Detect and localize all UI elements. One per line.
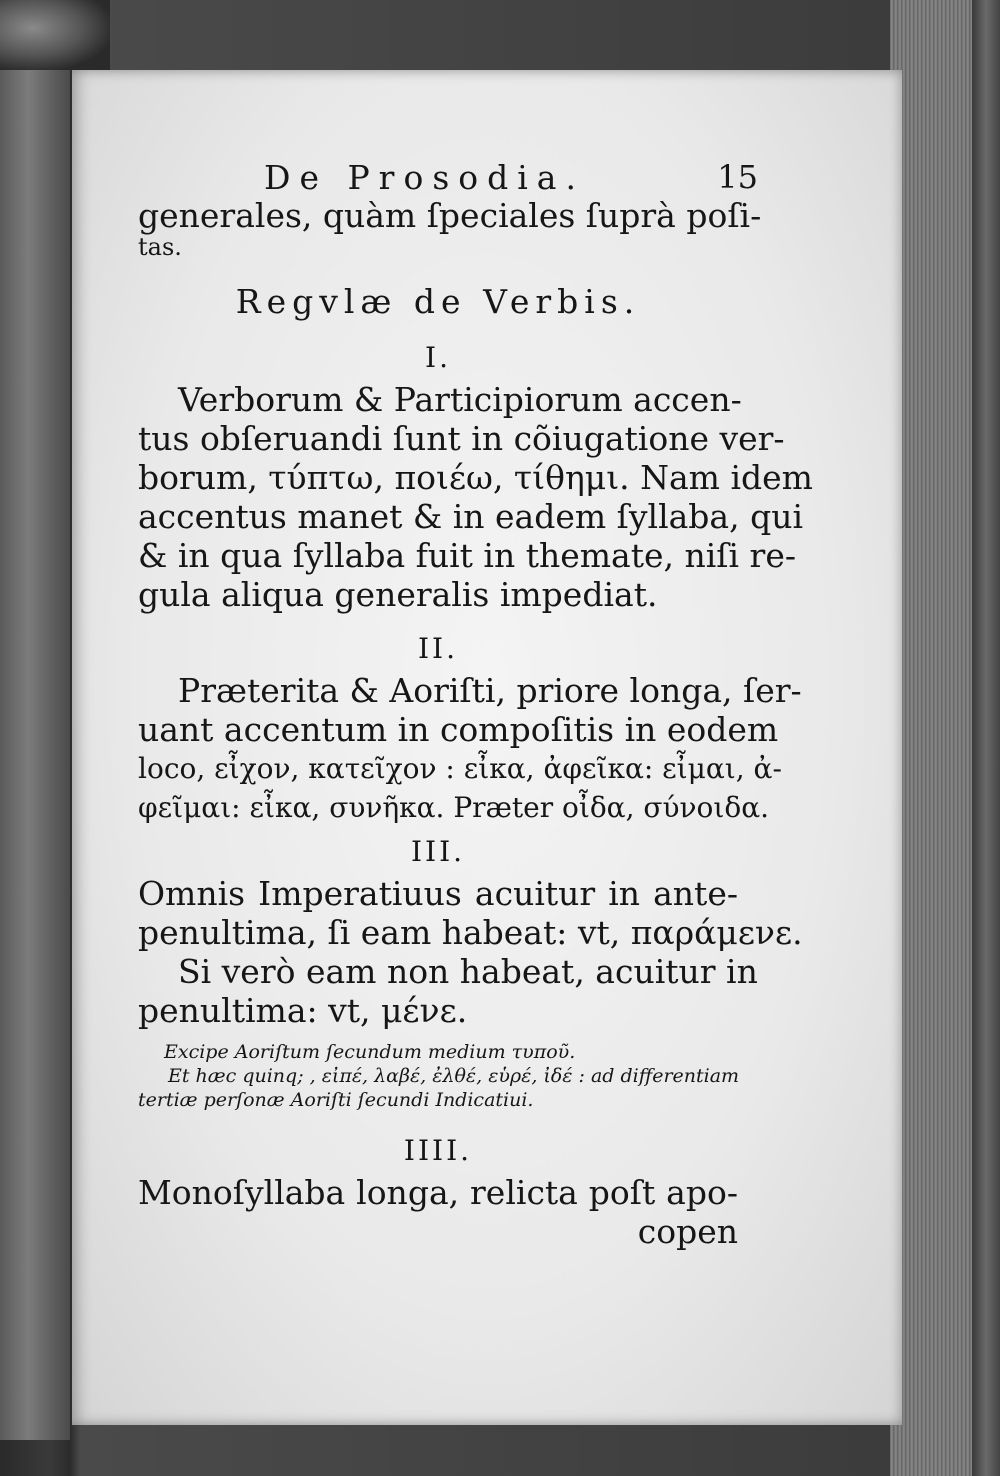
text-line: Si verò eam non habeat, acuitur in: [178, 952, 758, 991]
text-line: penultima, ſi eam habeat: vt, παράμενε.: [138, 913, 803, 952]
rule-numeral: IIII.: [403, 1134, 473, 1167]
text-line: gula aliqua generalis impediat.: [138, 575, 658, 614]
page-number: 15: [717, 158, 758, 196]
text-line: penultima: vt, μένε.: [138, 991, 468, 1030]
note-block: [138, 1040, 738, 1112]
text-line: φεῖμαι: εἶκα, συνῆκα. Præter οἶδα, σύνοιδα.: [138, 791, 770, 824]
running-title: De Prosodia.: [264, 158, 585, 197]
text-line: accentus manet & in eadem ſyllaba, qui: [138, 497, 804, 536]
rule-paragraph: [138, 874, 803, 1030]
rule-numeral: III.: [410, 835, 466, 868]
note-line: Excipe Aoriſtum ſecundum medium τυποῦ.: [164, 1041, 576, 1063]
text-line: loco, εἶχον, κατεῖχον : εἶκα, ἀφεῖκα: εἶμαι, ἀ-: [138, 752, 782, 785]
text-line: Monoſyllaba longa, relicta poſt apo-: [138, 1173, 738, 1212]
rule-numeral: II.: [417, 632, 459, 665]
page-text: [138, 148, 813, 1251]
text-line: Omnis Imperatiuus acuitur in ante-: [138, 874, 738, 913]
text-line: copen: [637, 1212, 738, 1251]
intro-paragraph: [138, 196, 762, 261]
rule-paragraph: [138, 671, 802, 827]
note-line: tertiæ perſonæ Aoriſti ſecundi Indicatiui.: [138, 1089, 534, 1111]
text-line: Verborum & Participiorum accen-: [178, 380, 742, 419]
text-line: borum, τύπτω, ποιέω, τίθημι. Nam idem: [138, 458, 813, 497]
rule-paragraph: [138, 1173, 738, 1251]
note-line: Et hæc quinq; , εἰπέ, λαβέ, ἐλθέ, εὑρέ, ἰδέ : ad differentiam: [168, 1065, 740, 1087]
text-line: tas.: [138, 233, 182, 261]
running-header: [138, 148, 758, 198]
rule-numeral: I.: [425, 341, 451, 374]
text-line: Præterita & Aoriſti, priore longa, ſer-: [178, 671, 802, 710]
rule-paragraph: [138, 380, 813, 614]
section-heading: Regvlæ de Verbis.: [235, 282, 641, 321]
text-line: & in qua ſyllaba fuit in themate, niſi re-: [138, 536, 797, 575]
binding-cord: [0, 0, 110, 70]
left-page-edge: [0, 40, 70, 1440]
book-cover-edge: [972, 0, 1000, 1476]
text-line: tus obſeruandi ſunt in cõiugatione ver-: [138, 419, 785, 458]
text-line: uant accentum in compoſitis in eodem: [138, 710, 779, 749]
text-line: generales, quàm ſpeciales ſuprà poſi-: [138, 196, 762, 235]
